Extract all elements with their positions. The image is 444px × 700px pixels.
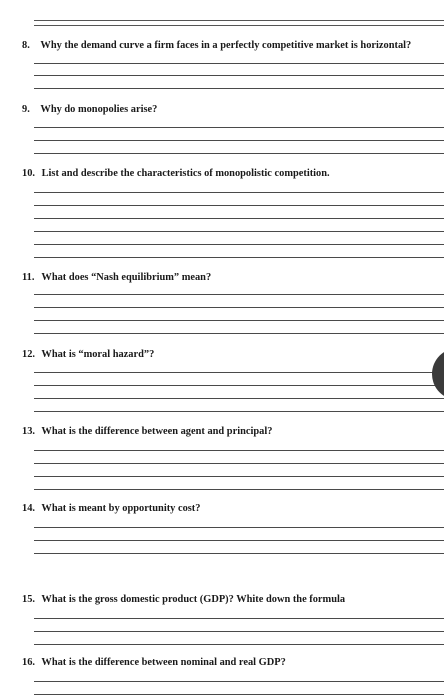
answer-line — [34, 75, 444, 76]
answer-line — [34, 463, 444, 464]
question-number: 15. — [22, 594, 35, 605]
question-number: 10. — [22, 168, 35, 179]
answer-line — [34, 257, 444, 258]
answer-line — [34, 631, 444, 632]
question-16 — [22, 657, 442, 669]
top-rule — [34, 25, 444, 26]
answer-line — [34, 218, 444, 219]
answer-line — [34, 192, 444, 193]
answer-line — [34, 333, 444, 334]
question-13 — [22, 426, 442, 438]
answer-line — [34, 618, 444, 619]
question-text: What is “moral hazard”? — [41, 349, 155, 360]
question-text: List and describe the characteristics of monopolistic competition. — [41, 168, 330, 179]
question-number: 14. — [22, 503, 35, 514]
answer-line — [34, 244, 444, 245]
answer-line — [34, 553, 444, 554]
question-text: Why the demand curve a firm faces in a perfectly competitive market is horizontal? — [40, 40, 412, 51]
question-number: 8. — [22, 40, 30, 51]
answer-line — [34, 140, 444, 141]
answer-line — [34, 644, 444, 645]
answer-line — [34, 372, 444, 373]
answer-line — [34, 411, 444, 412]
question-text: What does “Nash equilibrium” mean? — [41, 272, 212, 283]
question-8 — [22, 40, 442, 52]
answer-line — [34, 694, 444, 695]
question-number: 13. — [22, 426, 35, 437]
question-11 — [22, 272, 442, 284]
question-10 — [22, 168, 442, 180]
question-text: What is the difference between agent and principal? — [41, 426, 273, 437]
answer-line — [34, 63, 444, 64]
question-number: 11. — [22, 272, 35, 283]
question-number: 9. — [22, 104, 30, 115]
question-text: Why do monopolies arise? — [40, 104, 158, 115]
answer-line — [34, 231, 444, 232]
answer-line — [34, 205, 444, 206]
answer-line — [34, 398, 444, 399]
question-number: 12. — [22, 349, 35, 360]
answer-line — [34, 127, 444, 128]
answer-line — [34, 450, 444, 451]
answer-line — [34, 540, 444, 541]
answer-line — [34, 320, 444, 321]
question-text: What is the difference between nominal and real GDP? — [41, 657, 286, 668]
answer-line — [34, 681, 444, 682]
question-number: 16. — [22, 657, 35, 668]
answer-line — [34, 153, 444, 154]
answer-line — [34, 489, 444, 490]
answer-line — [34, 527, 444, 528]
question-9 — [22, 104, 442, 116]
answer-line — [34, 307, 444, 308]
question-text: What is the gross domestic product (GDP)? White down the formula — [41, 594, 346, 605]
question-text: What is meant by opportunity cost? — [41, 503, 201, 514]
question-12 — [22, 349, 442, 361]
question-14 — [22, 503, 442, 515]
top-rule — [34, 20, 444, 21]
question-15 — [22, 594, 442, 606]
answer-line — [34, 385, 444, 386]
answer-line — [34, 476, 444, 477]
answer-line — [34, 294, 444, 295]
answer-line — [34, 88, 444, 89]
